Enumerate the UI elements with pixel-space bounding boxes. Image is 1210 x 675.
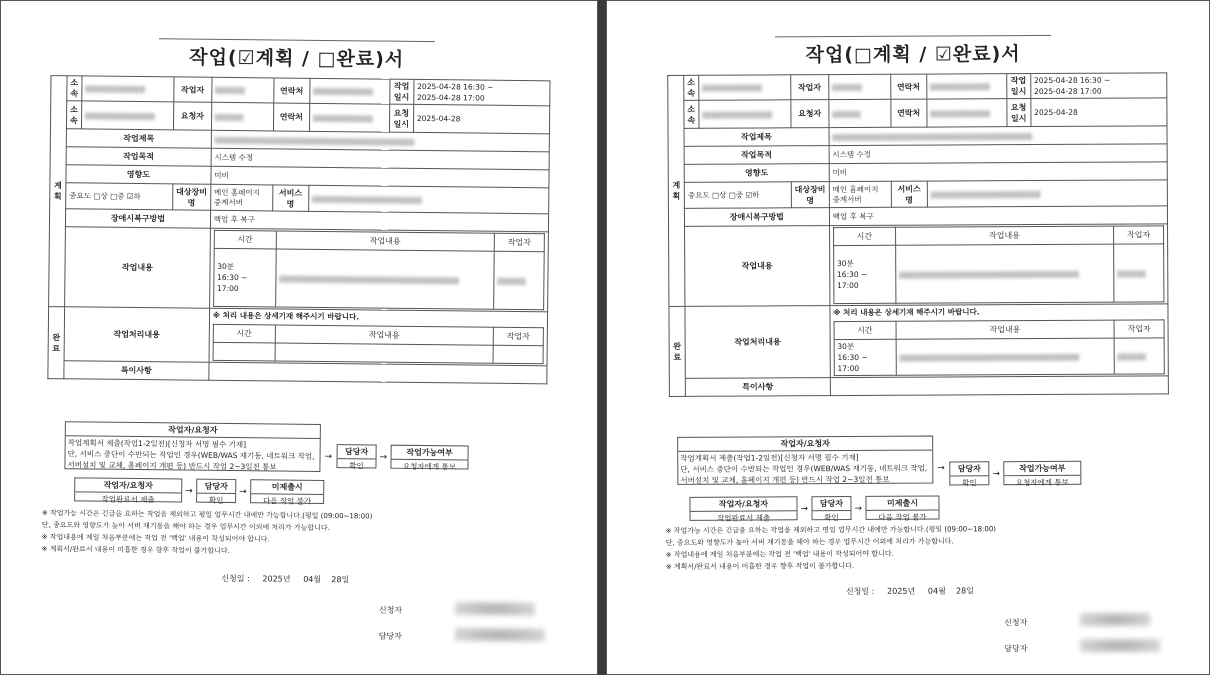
affiliation-value-right	[698, 75, 790, 100]
requester-value	[211, 102, 273, 131]
target-equipment-line1: 메인 홈페이지	[214, 187, 260, 197]
processing-note: ※ 처리 내용은 상세기재 해주시기 바랍니다.	[212, 310, 360, 322]
flow-box4-body: 작업완료서 제출	[101, 494, 155, 505]
note-2: 단, 중요도와 영향도가 높아 서버 재기동을 해야 하는 경우 업무시간 이외에 처리가 가능합니다.	[41, 521, 330, 533]
proc-worker-cell-right	[1114, 338, 1164, 374]
time-end-right: 17:00	[837, 280, 859, 291]
flow-box-manager-confirm	[336, 444, 376, 471]
proc-time-end-right: 17:00	[837, 363, 860, 374]
work-subject-value-right	[829, 126, 1167, 146]
proc-col-worker: 작업자	[493, 327, 543, 346]
work-form-table	[47, 75, 550, 384]
flow-box-availability-right	[1003, 461, 1081, 488]
flow-box3-header: 작업가능여부	[392, 446, 468, 461]
apply-year-right: 2025년	[887, 586, 916, 596]
col-content-header: 작업내용	[276, 231, 494, 251]
target-equipment-label-right: 대상장비명	[791, 182, 829, 208]
flow-box1-header: 작업자/요청자	[66, 422, 320, 439]
affiliation-label-2: 소속	[66, 101, 81, 129]
flow-arrow-3-right: →	[800, 504, 809, 515]
content-cell-right	[895, 244, 1114, 303]
work-purpose-value-right: 시스템 수정	[829, 144, 1167, 164]
target-equipment-value-right	[829, 181, 891, 207]
work-datetime-label: 작업일시	[389, 79, 413, 104]
flow-box4-header-right: 작업자/요청자	[690, 497, 796, 512]
request-date-label-right: 요청일시	[1007, 99, 1031, 127]
work-datetime-line2-right: 2025-04-28 17:00	[1034, 86, 1102, 97]
work-complete-form	[657, 28, 1190, 671]
target-equipment-line2: 중계서버	[213, 197, 243, 207]
work-datetime-line2: 2025-04-28 17:00	[417, 92, 485, 103]
apply-day-right: 28일	[955, 586, 974, 596]
affiliation-label-right: 소속	[684, 75, 699, 100]
flow-box2-header-right: 담당자	[950, 462, 988, 476]
contact-value	[309, 78, 389, 104]
worker-value	[211, 77, 273, 103]
importance-value-right: □상 □중 ☑하	[711, 190, 760, 200]
plan-side-label-right: 계획	[668, 75, 685, 306]
time-start: 16:30 ~	[217, 272, 248, 283]
work-purpose-label: 작업목적	[66, 147, 211, 167]
flow-arrow-4: →	[239, 487, 247, 498]
flow-box6-body: 다음 작업 불가	[262, 496, 312, 506]
flow-box6-header: 미제출시	[251, 480, 323, 495]
request-date-label: 요청일시	[389, 104, 413, 132]
flow-box-manager-confirm-2	[196, 479, 236, 503]
col-time-header-right: 시간	[833, 227, 895, 245]
apply-date-label: 신청일 :	[221, 573, 250, 584]
note-4-right: ※ 계획서/완료서 내용이 미흡한 경우 향후 작업이 불가합니다.	[665, 561, 855, 571]
affiliation-label: 소속	[67, 76, 82, 101]
work-form-table-right	[667, 72, 1169, 397]
proc-time-cell-right	[834, 339, 896, 375]
contact-value-right	[926, 74, 1006, 99]
work-datetime-value-right	[1030, 73, 1166, 99]
note-3-right: ※ 작업내용에 제일 처음부분에는 작업 전 '백업' 내용이 작성되어야 합니다.	[665, 549, 894, 559]
work-content-cell-right	[829, 224, 1168, 306]
contact-label-2: 연락처	[273, 103, 309, 131]
processing-note-right: ※ 처리 내용은 상세기재 해주시기 바랍니다.	[833, 307, 980, 318]
processing-label: 작업처리내용	[64, 307, 209, 363]
proc-time-duration-right: 30분	[837, 341, 855, 352]
work-subject-label-right: 작업제목	[684, 128, 829, 147]
time-start-right: 16:30 ~	[836, 269, 868, 280]
target-equipment-label: 대상장비명	[172, 184, 210, 210]
affiliation-value-2	[81, 101, 173, 130]
flow-arrow-2-right: →	[992, 469, 1000, 480]
manager-signature	[455, 627, 545, 642]
flow-box5-header-right: 담당자	[812, 497, 850, 511]
flow-box2-body-right: 확인	[962, 478, 977, 488]
work-datetime-value	[413, 79, 550, 105]
flow-box-submit-complete-right	[689, 496, 797, 521]
worker-cell-right	[1114, 244, 1164, 302]
flow-box1-body-right	[678, 451, 932, 487]
contact-label-2-right: 연락처	[891, 99, 927, 127]
work-datetime-line1: 2025-04-28 16:30 ~	[417, 81, 494, 92]
plan-side-label: 계획	[49, 76, 67, 307]
time-duration-right: 30분	[836, 258, 854, 269]
server-desc-label-right: 서비스명	[891, 181, 927, 207]
apply-month-right: 04월	[927, 586, 946, 596]
remarks-label-right: 특이사항	[685, 378, 830, 397]
target-equipment-value	[210, 184, 272, 211]
server-desc-value-right	[927, 180, 1167, 207]
flow-box1-body	[65, 436, 319, 474]
col-content-header-right: 작업내용	[895, 226, 1113, 245]
contact-value-2-right	[927, 99, 1007, 127]
flow-box5-body: 확인	[208, 495, 224, 505]
apply-date-label-right: 신청일 :	[845, 586, 875, 597]
note-1: ※ 작업가능 시간은 긴급을 요하는 작업을 제외하고 평일 업무시간 내에만 가능합니다.(평일 (09:00~18:00)	[41, 509, 373, 521]
work-purpose-label-right: 작업목적	[684, 146, 829, 165]
flow-box4-header: 작업자/요청자	[75, 478, 181, 493]
flow-box5-header: 담당자	[197, 480, 235, 494]
flow-box1-line2-right: 단, 서비스 중단이 수반되는 작업인 경우(WEB/WAS 재기동, 네트워크 작업,	[680, 463, 928, 474]
remarks-value-right	[830, 376, 1168, 396]
recovery-label: 장애시복구방법	[65, 209, 210, 229]
proc-col-content-right: 작업내용	[896, 320, 1114, 339]
col-worker-header: 작업자	[494, 233, 544, 252]
flow-box1-line3: 서버설치 및 교체, 홈페이지 개편 등) 반드시 작업 2~3일전 통보	[67, 460, 277, 472]
flow-box4-body-right: 작업완료서 제출	[716, 513, 771, 523]
work-content-label-right: 작업내용	[685, 226, 830, 307]
flow-box-availability	[390, 445, 468, 470]
contact-label-right: 연락처	[890, 74, 926, 99]
notes-list	[42, 507, 542, 560]
flow-box3-header-right: 작업가능여부	[1004, 462, 1080, 476]
requester-value-right	[829, 99, 891, 127]
flow-arrow-2: →	[379, 452, 388, 463]
work-content-table-right	[833, 225, 1165, 304]
time-cell	[213, 248, 276, 307]
impact-label-right: 영향도	[684, 164, 829, 183]
flow-box1-line2: 단, 서비스 중단이 수반되는 작업인 경우(WEB/WAS 재기동, 네트워크 작업,	[67, 449, 315, 461]
flow-box6-body-right: 다음 작업 불가	[878, 512, 927, 522]
flow-box-no-submit	[250, 479, 324, 504]
processing-table-right	[833, 319, 1165, 376]
apply-year: 2025년	[262, 574, 291, 584]
worker-label: 작업자	[173, 77, 211, 102]
flow-arrow-1: →	[324, 451, 333, 463]
processing-table	[212, 324, 544, 364]
note-4: ※ 계획서/완료서 내용이 미흡한 경우 향후 작업이 불가합니다.	[41, 545, 230, 556]
work-datetime-line1-right: 2025-04-28 16:30 ~	[1033, 75, 1111, 86]
left-document-panel	[0, 0, 598, 675]
work-purpose-value: 시스템 수정	[211, 148, 549, 170]
remarks-value	[209, 362, 547, 384]
time-duration: 30분	[217, 261, 235, 272]
importance-value: □상 □중 ☑하	[93, 191, 141, 202]
notes-list-right	[666, 522, 1166, 573]
applicant-label-right: 신청자	[1004, 618, 1028, 628]
work-datetime-label-right: 작업일시	[1006, 74, 1030, 99]
server-desc-value	[308, 185, 549, 214]
flow-arrow-1-right: →	[937, 463, 945, 474]
apply-day: 28일	[331, 575, 350, 585]
complete-side-label: 완료	[48, 307, 65, 379]
proc-col-time-right: 시간	[834, 321, 896, 339]
flow-box-manager-confirm-2-right	[811, 496, 851, 523]
flow-box1-line1-right: 작업계획서 제출(작업1-2일전)[신청자 서명 필수 기재]	[680, 452, 859, 463]
processing-cell-right	[830, 304, 1169, 378]
flow-box-submit-plan-right	[677, 436, 933, 485]
proc-empty-2	[275, 343, 493, 363]
flow-box-manager-confirm-right	[949, 461, 989, 488]
impact-value-right: 미비	[829, 162, 1167, 182]
applicant-label: 신청자	[378, 605, 403, 615]
flow-box3-body-right: 요청자에게 통보	[1015, 477, 1069, 488]
worker-label-right: 작업자	[790, 75, 828, 100]
proc-col-time: 시간	[213, 324, 275, 343]
importance-cell	[66, 183, 173, 210]
processing-cell	[209, 308, 548, 366]
manager-label: 담당자	[378, 631, 402, 641]
recovery-label-right: 장애시복구방법	[684, 208, 829, 227]
document-title-right: 작업(□계획 / ☑완료)서	[775, 35, 1051, 67]
apply-date-line	[221, 573, 349, 585]
request-date-value: 2025-04-28	[413, 104, 550, 133]
proc-col-content: 작업내용	[275, 325, 493, 345]
flow-box1-line3-right: 서버설치 및 교체, 홈페이지 개편 등) 반드시 작업 2~3일전 통보	[680, 474, 890, 485]
proc-col-worker-right: 작업자	[1114, 320, 1164, 338]
request-date-value-right: 2025-04-28	[1031, 98, 1167, 127]
flow-box-submit-plan	[64, 421, 320, 472]
manager-signature-right	[1080, 638, 1160, 652]
worker-value-right	[828, 74, 890, 99]
work-subject-label: 작업제목	[66, 129, 211, 149]
flow-box1-header-right: 작업자/요청자	[678, 437, 932, 452]
affiliation-label-2-right: 소속	[684, 100, 699, 128]
col-worker-header-right: 작업자	[1114, 226, 1164, 244]
applicant-signature-right	[1080, 612, 1150, 626]
note-2-right: 단, 중요도와 영향도가 높아 서버 재기동을 해야 하는 경우 업무시간 이외에 처리가 가능합니다.	[665, 537, 954, 547]
right-document-panel	[606, 0, 1210, 675]
apply-date-line-right	[846, 585, 974, 597]
flow-box1-line1: 작업계획서 제출(작업1-2일전)[신청자 서명 필수 기재]	[67, 438, 247, 450]
requester-label-right: 요청자	[791, 100, 829, 128]
time-cell-right	[833, 245, 895, 303]
target-equipment-line1-right: 메인 홈페이지	[832, 184, 879, 194]
recovery-value-right: 백업 후 복구	[829, 206, 1167, 226]
work-content-cell	[209, 228, 548, 312]
work-content-table	[213, 230, 545, 310]
importance-cell-right	[684, 182, 791, 209]
recovery-value: 백업 후 복구	[210, 210, 548, 232]
contact-label: 연락처	[273, 78, 309, 103]
flow-box2-body: 확인	[349, 461, 364, 471]
flow-box3-body: 요청자에게 통보	[402, 461, 457, 472]
flow-box5-body-right: 확인	[824, 513, 839, 523]
flow-arrow-3: →	[185, 486, 193, 497]
flow-box6-header-right: 미제출시	[866, 497, 938, 511]
complete-side-label-right: 완료	[669, 306, 685, 396]
proc-time-start-right: 16:30 ~	[837, 352, 868, 363]
requester-label: 요청자	[173, 102, 211, 130]
remarks-label: 특이사항	[64, 361, 209, 381]
manager-label-right: 담당자	[1004, 644, 1028, 654]
affiliation-value	[82, 76, 174, 102]
processing-label-right: 작업처리내용	[685, 306, 830, 379]
work-content-label: 작업내용	[65, 227, 211, 309]
flow-arrow-4-right: →	[854, 503, 863, 514]
note-1-right: ※ 작업가능 시간은 긴급을 요하는 작업을 제외하고 평일 업무시간 내에만 가능합니다.(평일 (09:00~18:00)	[665, 525, 997, 535]
proc-content-cell-right	[896, 338, 1114, 375]
flow-box2-header: 담당자	[338, 445, 376, 459]
work-plan-form	[34, 31, 571, 675]
impact-value: 미비	[211, 166, 549, 188]
importance-label-right: 중요도	[687, 190, 710, 200]
flow-box-submit-complete	[74, 477, 182, 505]
contact-value-2	[309, 103, 389, 132]
note-3: ※ 작업내용에 제일 처음부분에는 작업 전 '백업' 내용이 작성되어야 합니다.	[41, 533, 270, 544]
server-desc-label: 서비스명	[272, 185, 308, 211]
applicant-signature	[455, 601, 535, 616]
document-title: 작업(☑계획 / □완료)서	[159, 38, 435, 72]
importance-label: 중요도	[69, 191, 92, 201]
apply-month: 04월	[303, 574, 322, 584]
col-time-header: 시간	[214, 230, 276, 249]
flow-box-no-submit-right	[865, 496, 939, 520]
content-cell	[275, 249, 494, 309]
proc-empty-3	[493, 345, 543, 364]
impact-label: 영향도	[66, 165, 211, 185]
affiliation-value-2-right	[699, 100, 791, 128]
time-end: 17:00	[217, 283, 239, 294]
target-equipment-line2-right: 중계서버	[832, 194, 862, 204]
proc-empty-1	[213, 342, 275, 361]
worker-cell	[494, 251, 545, 310]
